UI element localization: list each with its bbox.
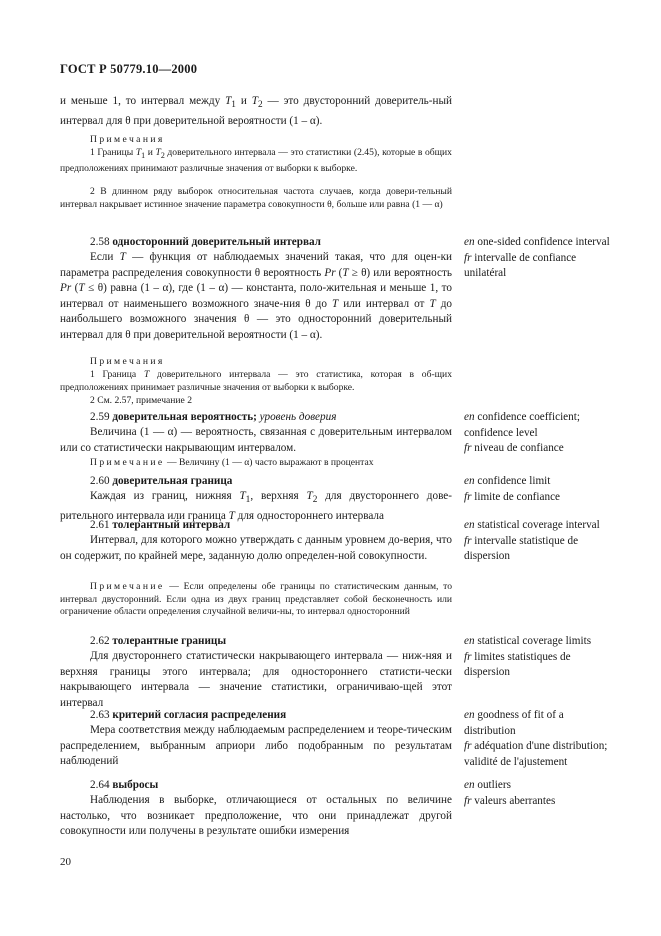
document-header: ГОСТ Р 50779.10—2000 [60,62,198,76]
side-term-fr [464,650,614,681]
term-text: statistical coverage limits [477,635,592,647]
side-term-fr [464,441,614,457]
block-t258: 2.58 односторонний доверительный интервал [90,236,321,248]
lang-code: fr [464,490,475,503]
block-n1b: 2 В длинном ряду выборок относительная частота случаев, когда довери-тельный интервал накрывает истинное значение параметра совокупности θ, больше или равна (1 — α) [60,186,452,210]
side-term-en [464,634,614,650]
side-terms-s260 [464,474,614,505]
block-n2h: Примечания [90,356,165,367]
side-term-en [464,518,614,534]
lang-code: en [464,519,478,531]
side-term-en [464,474,614,490]
side-term-fr [464,739,614,770]
block-d261: Интервал, для которого можно утверждать с данным уровнем до-верия, что он содержит, по крайней мере, заданную долю определен-ной совокупности. [60,534,452,562]
term-text: intervalle statistique de dispersion [464,534,579,563]
block-t264: 2.64 выбросы [90,779,159,791]
lang-code: en [464,236,478,248]
term-text: confidence coefficient; confidence level [464,411,580,439]
block-t263: 2.63 критерий согласия распределения [90,709,287,721]
block-n1h: Примечания [90,134,165,145]
term-text: niveau de confiance [474,442,564,455]
block-n1a: 1 Границы $T_1$ и $T_2$ доверительного интервала — это статистики (2.45), которые в общих предположениях принимают различные значения от выборки к выборке. [60,147,452,174]
block-d262: Для двустороннего статистически накрывающего интервала — ниж-няя и верхняя границы этого интервала; для одностороннего статисти-чески накрывающего интервала — значение статистики, ограничиваю-щей этот интервал [60,650,452,709]
lang-code: en [464,779,478,791]
lang-code: en [464,475,478,487]
block-d258: Если T — функция от наблюдаемых значений такая, что для оцен-ки параметра распределения совокупности θ вероятность Pr (T ≥ θ) или вероятность Pr (T ≤ θ) равна (1 – α), где (1 – α) — константа, поло-жительная и меньше 1, то интервал от наименьшего возможного значе-ния θ до T или интервал от T до наибольшего возможного значения θ — это односторонний доверительный интервал для θ при доверительной вероятности (1 – α). [60,251,452,341]
page-number: 20 [60,856,71,868]
block-d259: Величина (1 — α) — вероятность, связанная с доверительным интервалом или со статистически накрывающим интервалом. [60,426,452,454]
side-terms-s261 [464,518,614,565]
lang-code: fr [464,251,475,264]
side-term-en [464,708,614,739]
lang-code: fr [464,740,475,753]
side-term-fr [464,251,614,282]
block-t262: 2.62 толерантные границы [90,635,227,647]
block-n2a: 1 Граница T доверительного интервала — это статистика, которая в об-щих предположениях принимает различные значения от выборки к выборке. [60,369,452,393]
lang-code: en [464,709,478,721]
term-text: limite de confiance [474,490,560,503]
block-t260: 2.60 доверительная граница [90,475,233,487]
term-text: statistical coverage interval [477,519,600,531]
term-text: valeurs aberrantes [474,794,556,807]
block-n3: Примечание — Величину (1 — α) часто выражают в процентах [90,457,374,468]
side-term-fr [464,490,614,506]
term-text: confidence limit [477,475,551,487]
lang-code: fr [464,442,475,455]
side-terms-s264 [464,778,614,809]
term-text: goodness of fit of a distribution [464,709,564,737]
lang-code: en [464,411,478,423]
term-text: one-sided confidence interval [477,236,610,248]
block-d260: Каждая из границ, нижняя $T_1$, верхняя $T_2$ для двустороннего дове-рительного интервала или граница T для одностороннего интервала [60,490,452,522]
block-n4: Примечание — Если определены обе границы по статистическим данным, то интервал двусторонний. Если одна из двух границ представляет собой бесконечность или ограничение области определения случайной величи-ны, то интервал односторонний [60,581,452,618]
side-terms-s262 [464,634,614,681]
lang-code: fr [464,794,475,807]
lang-code: en [464,635,478,647]
side-term-en [464,235,614,251]
side-term-fr [464,534,614,565]
side-term-en [464,410,614,441]
block-intro: и меньше 1, то интервал между $T_1$ и $T_2$ — это двусторонний доверитель-ный интервал для θ при доверительной вероятности (1 – α). [60,95,452,127]
side-terms-s258 [464,235,614,282]
block-n2b: 2 См. 2.57, примечание 2 [90,395,193,406]
term-text: limites statistiques de dispersion [464,650,571,679]
term-text: intervalle de confiance unilatéral [464,251,577,280]
block-t261: 2.61 толерантный интервал [90,519,231,531]
side-terms-s259 [464,410,614,457]
side-terms-s263 [464,708,614,770]
side-term-fr [464,794,614,810]
lang-code: fr [464,650,475,663]
block-d264: Наблюдения в выборке, отличающиеся от остальных по величине настолько, что возникает предположение, что они принадлежат другой совокупности или получены в результате ошибки измерения [60,794,452,838]
block-d263: Мера соответствия между наблюдаемым распределением и теоре-тическим распределением, выбранным априори либо подобранным по результатам наблюдений [60,724,452,768]
side-term-en [464,778,614,794]
term-text: outliers [477,779,511,791]
term-text: adéquation d'une distribution; validité de l'ajustement [464,740,608,768]
block-t259: 2.59 доверительная вероятность; уровень доверия [90,411,337,423]
lang-code: fr [464,534,475,547]
